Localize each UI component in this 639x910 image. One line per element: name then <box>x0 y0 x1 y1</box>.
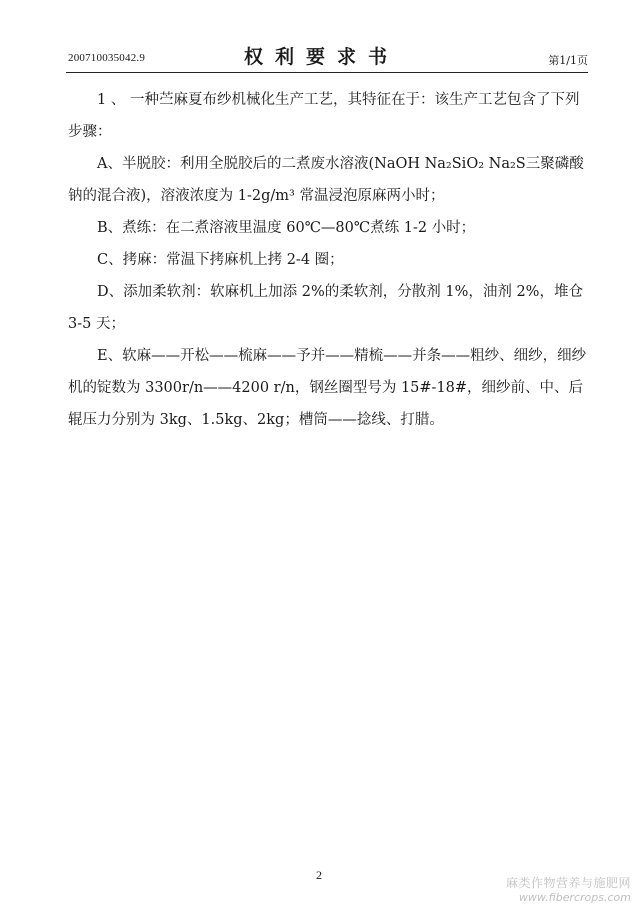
header-divider <box>66 72 588 73</box>
claim-step-b: B、煮练：在二煮溶液里温度 60℃—80℃煮练 1-2 小时； <box>97 220 476 236</box>
claim-step-e: E、软麻——开松——梳麻——予并——精梳——并条——粗纱、细纱，细纱机的锭数为 3300r/n——4200 r/n，钢丝圈型号为 15#-18#，细纱前、中、后辊压力分别为 3kg、1.5kg、2kg；槽筒——捻线、打腊。 <box>68 348 587 428</box>
claim-intro: 1 、 一种苎麻夏布纱机械化生产工艺，其特征在于：该生产工艺包含了下列步骤： <box>68 92 580 140</box>
document-header <box>68 42 588 72</box>
application-number: 200710035042.9 <box>68 52 146 64</box>
claim-step-c: C、拷麻：常温下拷麻机上拷 2-4 圈； <box>97 252 344 268</box>
site-watermark <box>481 874 631 904</box>
footer-page-number: 2 <box>316 868 322 882</box>
claim-step-a: A、半脱胶：利用全脱胶后的二煮废水溶液(NaOH Na₂SiO₂ Na₂S三聚磷酸钠的混合液)，溶液浓度为 1-2g/m³ 常温浸泡原麻两小时； <box>68 156 584 204</box>
watermark-site-name: 麻类作物营养与施肥网 <box>505 876 631 890</box>
claims-body <box>68 84 588 436</box>
document-title: 权利要求书 <box>244 46 400 68</box>
claim-step-d: D、添加柔软剂：软麻机上加添 2%的柔软剂，分散剂 1%，油剂 2%，堆仓 3-5 天； <box>68 284 583 332</box>
watermark-url: www.fibercrops.com <box>518 891 631 904</box>
page-indicator: 第1/1页 <box>548 54 588 67</box>
